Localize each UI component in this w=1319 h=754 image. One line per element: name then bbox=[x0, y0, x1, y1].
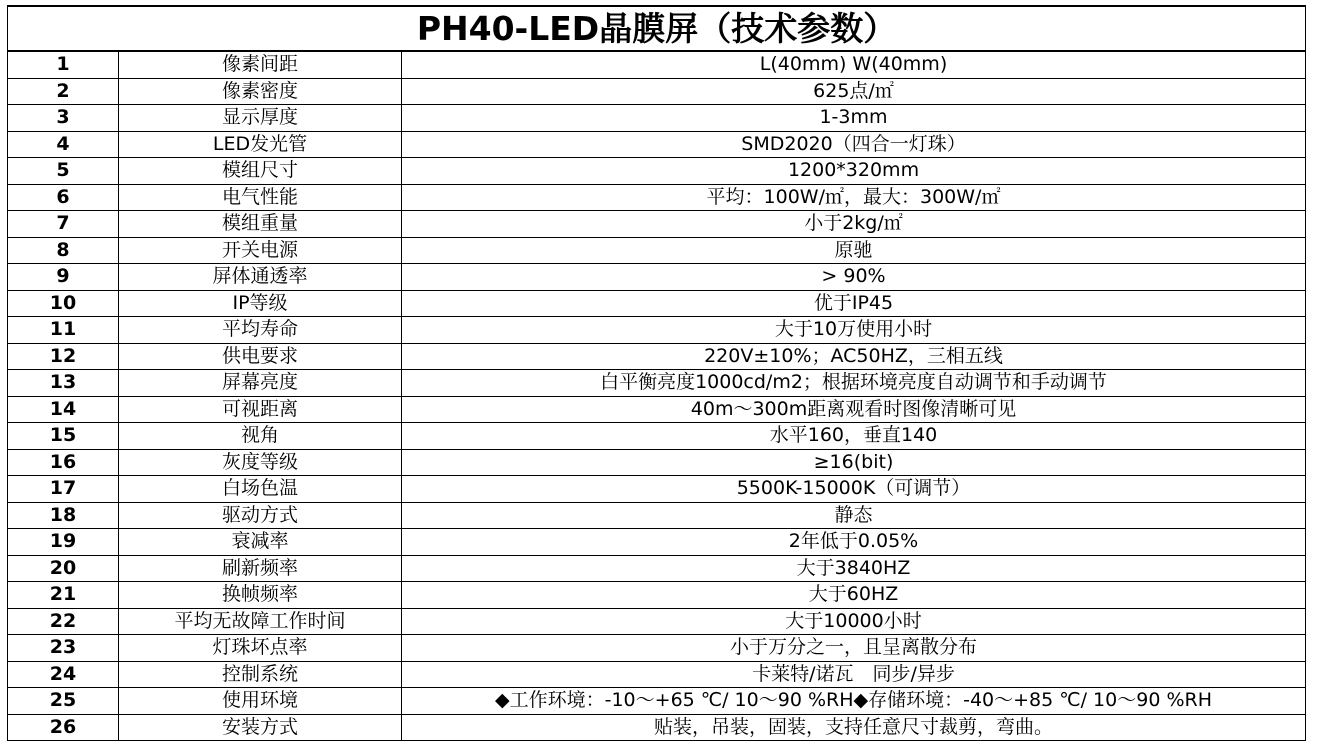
row-number: 11 bbox=[8, 317, 119, 344]
row-number: 3 bbox=[8, 105, 119, 132]
row-number: 6 bbox=[8, 184, 119, 211]
parameter-value: 1200*320mm bbox=[402, 158, 1306, 185]
row-number: 15 bbox=[8, 423, 119, 450]
table-row bbox=[8, 370, 1306, 397]
row-number: 10 bbox=[8, 290, 119, 317]
table-row bbox=[8, 158, 1306, 185]
table-row bbox=[8, 211, 1306, 238]
parameter-value: 大于10万使用小时 bbox=[402, 317, 1306, 344]
row-number: 24 bbox=[8, 661, 119, 688]
table-row bbox=[8, 396, 1306, 423]
parameter-name: IP等级 bbox=[119, 290, 402, 317]
row-number: 9 bbox=[8, 264, 119, 291]
table-row bbox=[8, 317, 1306, 344]
spec-table-body bbox=[8, 6, 1306, 741]
parameter-value: 5500K-15000K（可调节） bbox=[402, 476, 1306, 503]
parameter-value: 小于万分之一，且呈离散分布 bbox=[402, 635, 1306, 662]
parameter-value: ≥16(bit) bbox=[402, 449, 1306, 476]
row-number: 14 bbox=[8, 396, 119, 423]
table-row bbox=[8, 608, 1306, 635]
row-number: 25 bbox=[8, 688, 119, 715]
row-number: 2 bbox=[8, 78, 119, 105]
title-row bbox=[8, 6, 1306, 51]
parameter-name: 开关电源 bbox=[119, 237, 402, 264]
parameter-name: 供电要求 bbox=[119, 343, 402, 370]
parameter-value: 平均：100W/㎡，最大：300W/㎡ bbox=[402, 184, 1306, 211]
parameter-name: 灯珠坏点率 bbox=[119, 635, 402, 662]
parameter-name: 电气性能 bbox=[119, 184, 402, 211]
parameter-name: 屏体通透率 bbox=[119, 264, 402, 291]
row-number: 26 bbox=[8, 714, 119, 741]
row-number: 21 bbox=[8, 582, 119, 609]
table-row bbox=[8, 635, 1306, 662]
parameter-name: 屏幕亮度 bbox=[119, 370, 402, 397]
parameter-name: 显示厚度 bbox=[119, 105, 402, 132]
table-row bbox=[8, 714, 1306, 741]
row-number: 16 bbox=[8, 449, 119, 476]
table-row bbox=[8, 661, 1306, 688]
parameter-name: 控制系统 bbox=[119, 661, 402, 688]
parameter-name: 模组尺寸 bbox=[119, 158, 402, 185]
parameter-value: > 90% bbox=[402, 264, 1306, 291]
row-number: 5 bbox=[8, 158, 119, 185]
table-row bbox=[8, 688, 1306, 715]
table-row bbox=[8, 555, 1306, 582]
table-row bbox=[8, 476, 1306, 503]
table-row bbox=[8, 184, 1306, 211]
parameter-name: 刷新频率 bbox=[119, 555, 402, 582]
row-number: 19 bbox=[8, 529, 119, 556]
table-row bbox=[8, 449, 1306, 476]
parameter-value: 220V±10%；AC50HZ，三相五线 bbox=[402, 343, 1306, 370]
row-number: 18 bbox=[8, 502, 119, 529]
row-number: 12 bbox=[8, 343, 119, 370]
parameter-name: 驱动方式 bbox=[119, 502, 402, 529]
table-row bbox=[8, 343, 1306, 370]
table-row bbox=[8, 502, 1306, 529]
row-number: 1 bbox=[8, 51, 119, 78]
table-row bbox=[8, 105, 1306, 132]
parameter-value: SMD2020（四合一灯珠） bbox=[402, 131, 1306, 158]
parameter-name: 白场色温 bbox=[119, 476, 402, 503]
parameter-value: 白平衡亮度1000cd/m2；根据环境亮度自动调节和手动调节 bbox=[402, 370, 1306, 397]
parameter-value: 大于10000小时 bbox=[402, 608, 1306, 635]
parameter-name: 模组重量 bbox=[119, 211, 402, 238]
parameter-name: 像素间距 bbox=[119, 51, 402, 78]
spec-table bbox=[7, 5, 1306, 741]
parameter-value: L(40mm) W(40mm) bbox=[402, 51, 1306, 78]
table-row bbox=[8, 582, 1306, 609]
parameter-value: 优于IP45 bbox=[402, 290, 1306, 317]
row-number: 8 bbox=[8, 237, 119, 264]
row-number: 13 bbox=[8, 370, 119, 397]
parameter-value: 1-3mm bbox=[402, 105, 1306, 132]
table-row bbox=[8, 264, 1306, 291]
parameter-name: 换帧频率 bbox=[119, 582, 402, 609]
table-row bbox=[8, 423, 1306, 450]
parameter-value: 大于3840HZ bbox=[402, 555, 1306, 582]
parameter-value: 原驰 bbox=[402, 237, 1306, 264]
parameter-name: 安装方式 bbox=[119, 714, 402, 741]
parameter-value: 静态 bbox=[402, 502, 1306, 529]
parameter-value: 卡莱特/诺瓦 同步/异步 bbox=[402, 661, 1306, 688]
parameter-value: 40m～300m距离观看时图像清晰可见 bbox=[402, 396, 1306, 423]
row-number: 23 bbox=[8, 635, 119, 662]
parameter-name: 可视距离 bbox=[119, 396, 402, 423]
row-number: 7 bbox=[8, 211, 119, 238]
parameter-value: 625点/㎡ bbox=[402, 78, 1306, 105]
parameter-name: 视角 bbox=[119, 423, 402, 450]
table-row bbox=[8, 237, 1306, 264]
parameter-name: 像素密度 bbox=[119, 78, 402, 105]
table-title: PH40-LED晶膜屏（技术参数） bbox=[8, 6, 1306, 51]
parameter-name: 使用环境 bbox=[119, 688, 402, 715]
parameter-name: 平均寿命 bbox=[119, 317, 402, 344]
parameter-name: 衰减率 bbox=[119, 529, 402, 556]
parameter-name: LED发光管 bbox=[119, 131, 402, 158]
row-number: 4 bbox=[8, 131, 119, 158]
row-number: 20 bbox=[8, 555, 119, 582]
parameter-value: 2年低于0.05% bbox=[402, 529, 1306, 556]
row-number: 17 bbox=[8, 476, 119, 503]
parameter-value: 水平160，垂直140 bbox=[402, 423, 1306, 450]
parameter-name: 平均无故障工作时间 bbox=[119, 608, 402, 635]
parameter-value: 大于60HZ bbox=[402, 582, 1306, 609]
table-row bbox=[8, 290, 1306, 317]
table-row bbox=[8, 78, 1306, 105]
row-number: 22 bbox=[8, 608, 119, 635]
table-row bbox=[8, 131, 1306, 158]
table-row bbox=[8, 51, 1306, 78]
table-row bbox=[8, 529, 1306, 556]
parameter-value: 小于2kg/㎡ bbox=[402, 211, 1306, 238]
parameter-name: 灰度等级 bbox=[119, 449, 402, 476]
parameter-value: 贴装，吊装，固装，支持任意尺寸裁剪，弯曲。 bbox=[402, 714, 1306, 741]
parameter-value: ◆工作环境：-10～+65 ℃/ 10～90 %RH◆存储环境：-40～+85 ℃/ 10～90 %RH bbox=[402, 688, 1306, 715]
